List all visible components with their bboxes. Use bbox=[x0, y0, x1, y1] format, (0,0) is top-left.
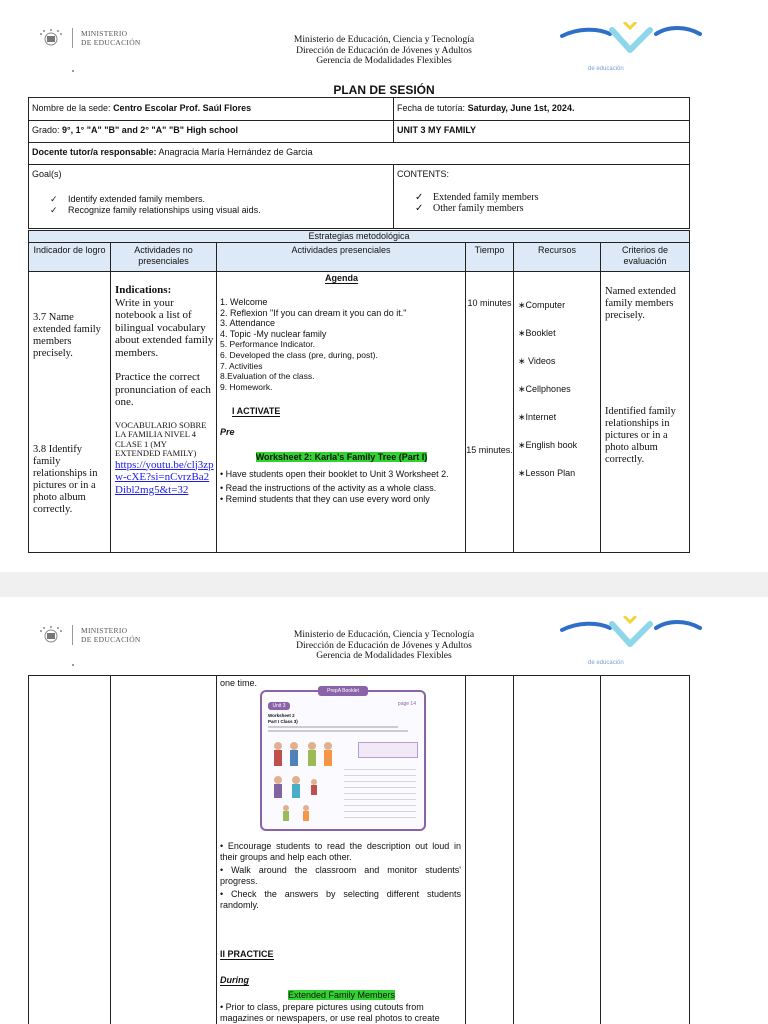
fecha-field: Fecha de tutoría: Saturday, June 1st, 2024. bbox=[397, 103, 575, 113]
docente-field: Docente tutor/a responsable: Anagracia María Hernández de Garcia bbox=[32, 147, 313, 157]
program-logo: de educación bbox=[558, 22, 708, 77]
tiempo-2: 15 minutes. bbox=[466, 445, 513, 455]
family-illustration bbox=[266, 738, 338, 824]
section-title: Estrategias metodológica bbox=[308, 231, 410, 241]
video-link[interactable]: https://youtu.be/clj3zpw-cXE?si=nCvrzBa2Dibl2mg5&t=32 bbox=[115, 458, 214, 496]
unit-field: UNIT 3 MY FAMILY bbox=[397, 125, 477, 135]
practice-heading: II PRACTICE bbox=[220, 949, 274, 959]
tiempo-1: 10 minutes bbox=[467, 298, 512, 308]
booklet-page-image: PrepA Booklet Unit 3 page 14 Worksheet 2 Part I Class 3) bbox=[260, 690, 426, 831]
page-gap bbox=[0, 572, 768, 597]
efm-heading: Extended Family Members bbox=[287, 990, 396, 1000]
agenda-list: 1. Welcome 2. Reflexion "If you can dream it you can do it." 3. Attendance 4. Topic -My nuclear family 5. Performance Indicator. 6. Developed the class (pre, during, post). 7. Activities 8.Evaluation of the class. 9. Homework. bbox=[220, 297, 407, 392]
col-header-presenciales: Actividades presenciales bbox=[291, 245, 391, 255]
ministry-header: Ministerio de Educación, Ciencia y Tecnología Dirección de Educación de Jóvenes y Adultos Gerencia de Modalidades Flexibles bbox=[293, 34, 475, 66]
during-label: During bbox=[220, 975, 249, 985]
goal-item: ✓ Recognize family relationships using visual aids. bbox=[50, 205, 390, 216]
ministry-header: Ministerio de Educación, Ciencia y Tecnología Dirección de Educación de Jóvenes y Adultos Gerencia de Modalidades Flexibles bbox=[293, 629, 475, 661]
presenciales-cell: Agenda 1. Welcome 2. Reflexion "If you can dream it you can do it." 3. Attendance 4. Topic -My nuclear family 5. Performance Indicator. 6. Developed the class (pre, during, post). 7. Activities 8.Evaluation of the class. 9. Homework. I ACTIVATE Pre Worksheet 2: Karla's Family Tree (Part I) • Have students open their booklet to Unit 3 Worksheet 2. • Read the instructions of the activity as a whole class. • Remind students that they can use every word only bbox=[220, 273, 463, 551]
col-header-indicador: Indicador de logro bbox=[33, 245, 106, 255]
grado-field: Grado: 9°, 1° "A" "B" and 2° "A" "B" High school bbox=[32, 125, 238, 135]
goals-list bbox=[50, 194, 390, 216]
content-item: ✓ Other family members bbox=[415, 203, 687, 214]
col-header-criterios: Criterios de evaluación bbox=[621, 245, 668, 266]
col-header-no-presenciales: Actividades no presenciales bbox=[134, 245, 193, 266]
prior-class-text: • Prior to class, prepare pictures using cutouts from magazines or newspapers, or use real photos to create bbox=[220, 1002, 440, 1023]
ministry-logo: MINISTERIO DE EDUCACIÓN bbox=[38, 625, 141, 645]
indicator-2: 3.8 Identify family relationships in pictures or in a photo album correctly. bbox=[33, 444, 98, 515]
wave-logo-icon bbox=[558, 616, 708, 666]
program-logo: de educación bbox=[558, 616, 708, 671]
paragraph-check: • Check the answers by selecting different students randomly. bbox=[220, 889, 461, 910]
page-2 bbox=[0, 597, 768, 1024]
contents-cell: CONTENTS: ✓ Extended family members ✓ Other family members bbox=[397, 169, 687, 214]
no-presenciales-cell: Indications: Write in your notebook a list of bilingual vocabulary about extended family members. Practice the correct pronunciation of each one. VOCABULARIO SOBRE LA FAMILIA NIVEL 4 CLASE 1 (MY EXTENDED FAMILY) https://youtu.be/clj3zpw-cXE?si=nCvrzBa2Dibl2mg5&t=32 bbox=[115, 284, 214, 496]
goal-item: ✓ Identify extended family members. bbox=[50, 194, 390, 205]
indicator-1: 3.7 Name extended family members precisely. bbox=[33, 312, 101, 359]
paragraph-walk: • Walk around the classroom and monitor students' progress. bbox=[220, 865, 461, 886]
sede-field: Nombre de la sede: Centro Escolar Prof. Saúl Flores bbox=[32, 103, 252, 113]
content-item: ✓ Extended family members bbox=[415, 192, 687, 203]
page-title: PLAN DE SESIÓN bbox=[333, 83, 435, 97]
col-header-tiempo: Tiempo bbox=[474, 245, 505, 255]
wave-logo-icon bbox=[558, 22, 708, 72]
contents-list bbox=[415, 192, 687, 214]
goals-cell: Goal(s) ✓ Identify extended family members. ✓ Recognize family relationships using visual aids. bbox=[32, 169, 390, 216]
one-time-text: one time. bbox=[220, 678, 258, 688]
criterio-2: Identified family relationships in pictures or in a photo album correctly. bbox=[605, 406, 676, 465]
criterio-1: Named extended family members precisely. bbox=[605, 286, 676, 321]
col-header-recursos: Recursos bbox=[537, 245, 576, 255]
ministry-logo: MINISTERIO DE EDUCACIÓN bbox=[38, 28, 141, 48]
paragraph-encourage: • Encourage students to read the description out loud in their groups and help each other. bbox=[220, 841, 461, 862]
recursos-list: ∗Computer ∗Booklet ∗ Videos ∗Cellphones ∗Internet ∗English book ∗Lesson Plan bbox=[518, 300, 578, 478]
